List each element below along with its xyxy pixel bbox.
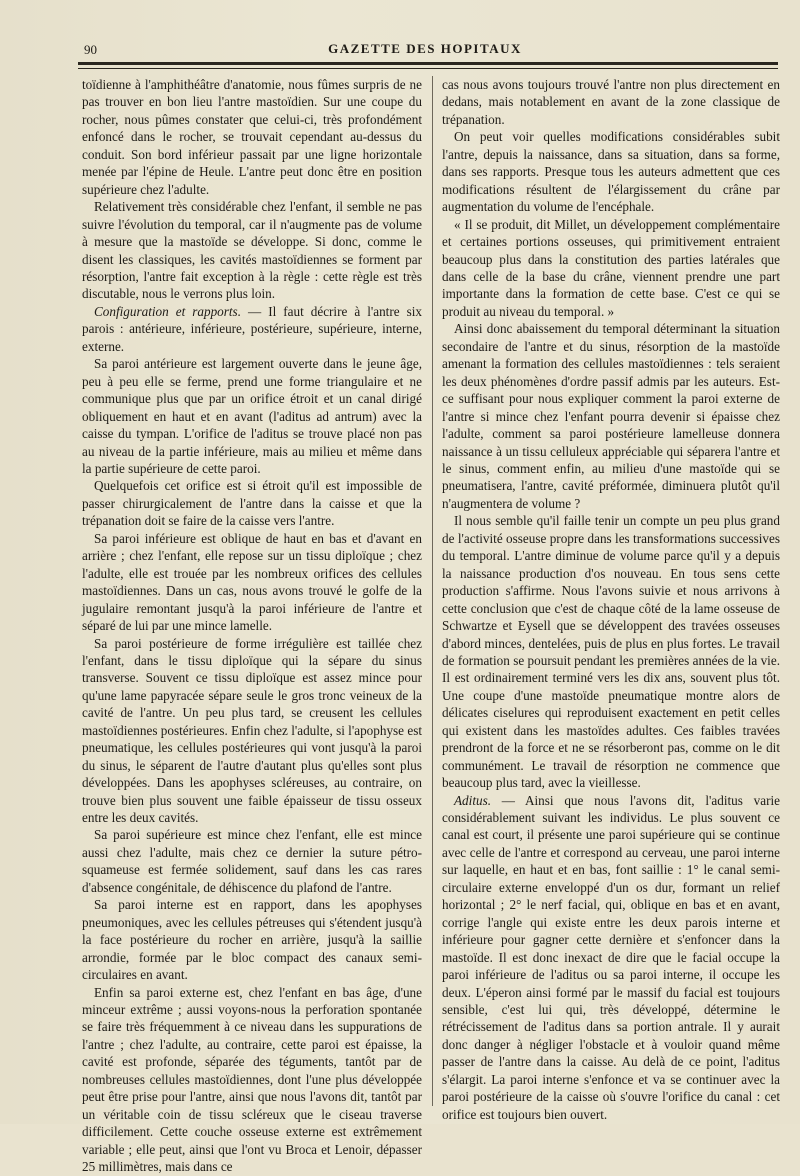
column-divider [432,76,433,1106]
paragraph-text: — Il faut décrire à l'antre six parois : antérieure, inférieure, postérieure, supérieure, interne, externe. [82,303,422,354]
paragraph [82,198,422,303]
paragraph-text: toïdienne à l'amphithéâtre d'anatomie, nous fûmes surpris de ne pas trouver en bon lieu l'antre mastoïdien. Sur une coupe du rocher, nous pûmes constater que celui-ci, très profondément enfoncé dans le rocher, se trouvait cependant au-dessus du conduit. Son bord inférieur passait par une ligne horizontale menée par l'épine de Heule. L'antre peut donc être en position supérieure chez l'adulte. [82,77,422,197]
paragraph-text: On peut voir quelles modifications considérables subit l'antre, depuis la naissance, dans sa situation, dans sa forme, dans ses rapports. Presque tous les auteurs admettent que ces modifications résultent de l'élargissement du crâne par augmentation du volume de l'encéphale. [442,129,780,215]
journal-title: GAZETTE DES HOPITAUX [328,41,522,56]
paragraph-text: cas nous avons toujours trouvé l'antre non plus directement en dedans, mais notablement en avant de la zone classique de trépanation. [442,77,780,127]
header-rule-thick [78,62,778,65]
section-heading: Configuration et rapports. [94,303,241,319]
paragraph [442,512,780,791]
paragraph-text: Quelquefois cet orifice est si étroit qu'il est impossible de passer chirurgicalement de l'antre dans la caisse et que la trépanation doit se faire de la caisse vers l'antre. [82,478,422,529]
paragraph [82,530,422,635]
paragraph [82,303,422,355]
paragraph-text: Sa paroi supérieure est mince chez l'enfant, elle est mince aussi chez l'adulte, mais chez ce dernier la suture pétro-squameuse est fermée solidement, sauf dans les cas rares d'absence congénitale, de déhiscence du plafond de l'antre. [82,827,422,895]
paragraph-text: Sa paroi postérieure de forme irrégulière est taillée chez l'enfant, dans le tissu diploïque qui la sépare du sinus transverse. Souvent ce tissu diploïque est assez mince pour qu'une lame papyracée sépare seule le gros tronc veineux de la cavité de l'antre. Un peu plus tard, se creusent les cellules mastoïdiennes postérieures. Enfin chez l'adulte, si l'apophyse est pneumatique, les cellules postérieures qui vont jusqu'à la paroi du sinus, le séparent de l'autre d'autant plus qu'elles sont plus développées. Dans les apophyses scléreuses, au contraire, on trouve bien plus souvent une faible épaisseur de tissu osseux entre les deux cavités. [82,635,422,826]
paragraph [442,76,780,128]
paragraph [442,216,780,321]
paragraph-text: Relativement très considérable chez l'enfant, il semble ne pas suivre l'évolution du temporal, car il n'augmente pas de volume à mesure que la mastoïde se développe. Si donc, comme le disent les classiques, les cavités mastoïdiennes se forment par résorption, l'antre fait exception à la règle : cette règle est très discutable, nous le verrons plus loin. [82,199,422,302]
paragraph [82,896,422,983]
page-header [70,36,780,58]
paragraph-text: Sa paroi inférieure est oblique de haut en bas et d'avant en arrière ; chez l'enfant, elle repose sur un tissu diploïque ; chez l'adulte, elle est trouée par les nombreux orifices des cellules mastoïdiennes. Dans un cas, nous avons trouvé le golfe de la jugulaire remontant jusqu'à la paroi inférieure de l'antre et séparé de lui par une mince lamelle. [82,530,422,634]
paragraph-text: — Ainsi que nous l'avons dit, l'aditus varie considérablement suivant les individus. Le plus souvent ce canal est court, il présente une paroi supérieure qui se continue avec celle de l'antre et correspond au cerveau, une paroi interne sur laquelle, en haut et en bas, font saillie : 1° le canal semi-circulaire externe enveloppé d'un os dur, formant un relief horizontal ; 2° le nerf facial, qui, oblique en bas et en avant, corrige l'angle qui existe entre les deux parois interne et inférieure pour gagner cette dernière et s'enfoncer dans la mastoïde. Il est donc inexact de dire que le facial occupe la paroi inférieure de l'aditus ou sa paroi interne, il occupe les deux. L'éperon ainsi formé par le massif du facial est toujours sensible, c'est lui qui, très développé, détermine le rétrécissement de l'aditus dans sa portion antrale. Il y aurait donc danger à négliger l'obstacle et à vouloir quand même passer de l'antre dans la caisse. Au delà de ce point, l'aditus s'élargit. La paroi interne s'enfonce et va se continuer avec la paroi postérieure de la caisse où s'ouvre l'orifice du canal : cet orifice est toujours bien ouvert. [442,792,780,1122]
section-heading: Aditus. [454,792,491,808]
header-rule-thin [78,68,778,69]
paragraph [82,76,422,198]
paragraph [442,320,780,512]
left-column [82,76,422,1176]
paragraph-text: Sa paroi antérieure est largement ouverte dans le jeune âge, peu à peu elle se ferme, prend une forme triangulaire et ne communique plus que par un orifice étroit et un canal dirigé obliquement en haut et en avant (l'aditus ad antrum) avec la caisse du tympan. L'orifice de l'aditus se trouve placé non pas au niveau de la partie inférieure, mais au milieu et même dans la partie supérieure de cette paroi. [82,356,422,476]
page-number: 90 [84,42,97,57]
paragraph [82,984,422,1176]
paragraph [82,826,422,896]
paragraph-text: « Il se produit, dit Millet, un développement complémentaire et certaines portions osseuses, qui primitivement entraient beaucoup plus dans la constitution des parties latérales que dans celle de la base du crâne, viennent prendre une part importante dans la formation de cette base. C'est ce qui se produit au niveau du temporal. » [442,216,780,319]
paragraph-text: Il nous semble qu'il faille tenir un compte un peu plus grand de l'activité osseuse propre dans les transformations successives du temporal. L'antre diminue de volume parce qu'il y a depuis la naissance production d'os nouveau. En tous sens cette production s'affirme. Nous l'avons suivie et nous arrivons à cette conclusion que c'est de chaque côté de la lame osseuse de Schwartze et Eysell que se développent des travées osseuses d'abord minces, dentelées, puis de plus en plus fortes. Le travail de formation se poursuit pendant les premières années de la vie. Il est ordinairement terminé vers les dix ans, souvent plus tôt. Une coupe d'une mastoïde pneumatique montre alors de délicates ciselures qui reproduisent exactement en petit celles qui existent dans les mastoïdes adultes. Ces faibles travées prendront de la force et ne se résorberont pas, comme on le dit communément. Le travail de résorption ne commence que beaucoup plus tard, avec la vieillesse. [442,513,780,791]
paragraph [82,355,422,477]
paragraph [82,477,422,529]
paragraph [442,792,780,1124]
paragraph-text: Sa paroi interne est en rapport, dans les apophyses pneumoniques, avec les cellules pétreuses qui s'étendent jusqu'à la face postérieure du rocher en arrière, jusqu'à la saillie arrondie, formée par le bloc compact des canaux semi-circulaires en avant. [82,897,422,983]
paragraph [442,128,780,215]
right-column [442,76,780,1123]
paragraph-text: Ainsi donc abaissement du temporal déterminant la situation secondaire de l'antre et du sinus, résorption de la mastoïde amenant la formation des cellules mastoïdiennes : tels seraient les deux phénomènes d'ordre passif admis par les auteurs. Est-ce suffisant pour nous expliquer comment la paroi externe de l'antre si mince chez l'enfant pourra devenir si épaisse chez l'adulte, comment sa paroi postérieure lamelleuse donnera naissance à un tissu celluleux appréciable qui séparera l'antre et le sinus, comment enfin, au milieu d'une mastoïde qui se pneumatisera, l'antre, cavité préformée, diminuera plutôt qu'il n'augmentera de volume ? [442,321,780,511]
paragraph [82,635,422,827]
paragraph-text: Enfin sa paroi externe est, chez l'enfant en bas âge, d'une minceur extrême ; aussi voyons-nous la perforation spontanée se faire très fréquemment à ce niveau dans les suppurations de l'antre ; chez l'adulte, au contraire, cette paroi est épaisse, la cavité est profonde, séparée des téguments, tantôt par de nombreuses cellules mastoïdiennes, dont l'une plus développée peut être prise pour l'antre, ainsi que nous l'avons dit, tantôt par un véritable coin de tissu scléreux que le ciseau traverse difficilement. Cette couche osseuse externe est extrêmement variable ; elle peut, ainsi que l'ont vu Broca et Lenoir, dépasser 25 millimètres, mais dans ce [82,984,422,1175]
